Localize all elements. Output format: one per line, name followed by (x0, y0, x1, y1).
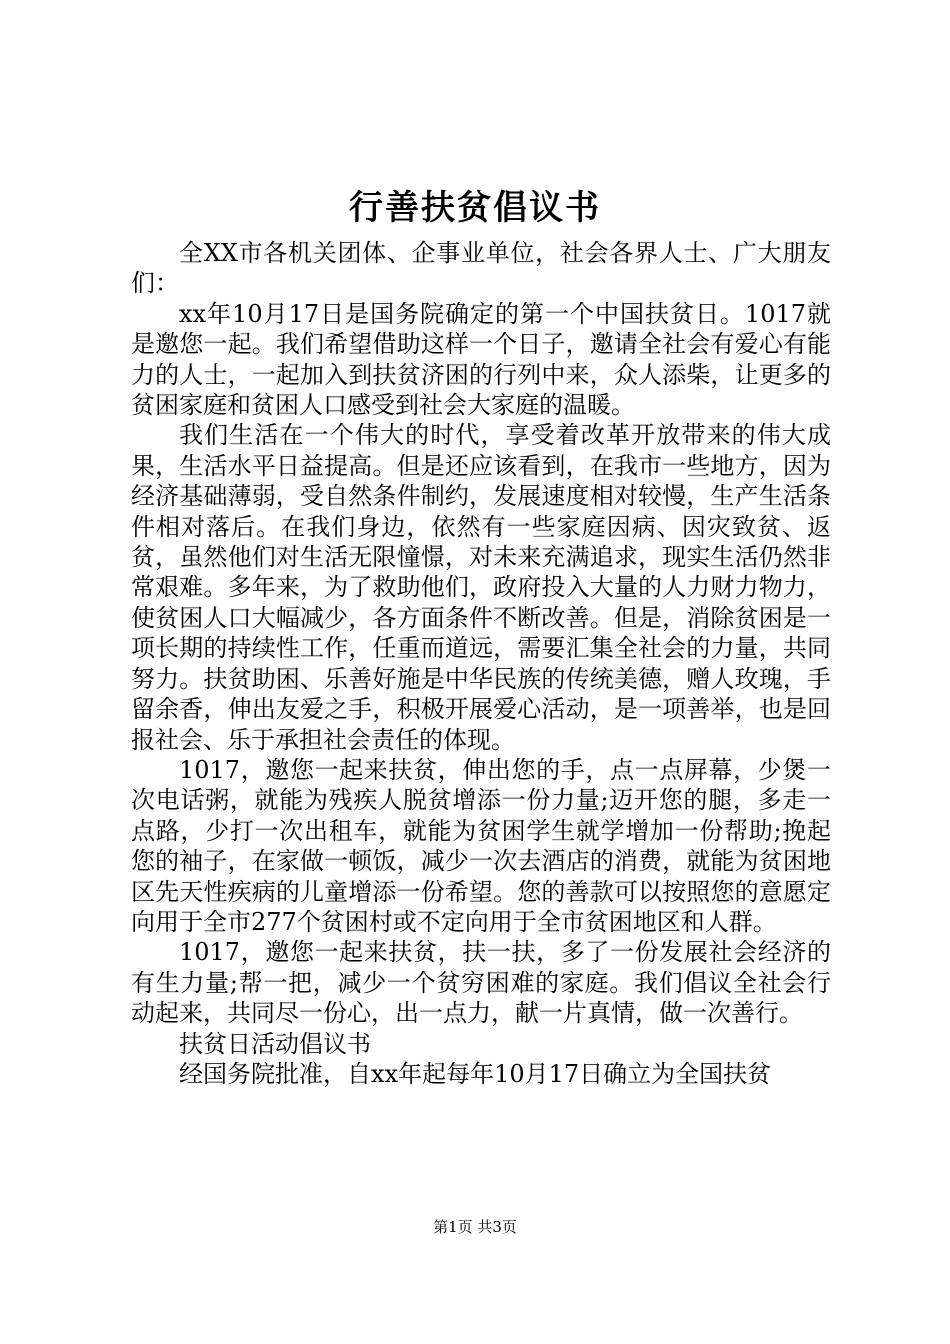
paragraph-5: 经国务院批准，自xx年起每年10月17日确立为全国扶贫 (179, 1059, 772, 1088)
paragraph-4: 1017，邀您一起来扶贫，扶一扶，多了一份发展社会经济的有生力量;帮一把，减少一个贫穷困难的家庭。我们倡议全社会行动起来，共同尽一份心，出一点力，献一片真情，做一次善行。 (131, 938, 831, 1028)
paragraph-3: 1017，邀您一起来扶贫，伸出您的手，点一点屏幕，少煲一次电话粥，就能为残疾人脱贫增添一份力量;迈开您的腿，多走一点路，少打一次出租车，就能为贫困学生就学增加一份帮助;挽起您的袖子，在家做一顿饭，减少一次去酒店的消费，就能为贫困地区先天性疾病的儿童增添一份希望。您的善款可以按照您的意愿定向用于全市277个贫困村或不定向用于全市贫困地区和人群。 (131, 755, 831, 936)
paragraph-salutation: 全XX市各机关团体、企事业单位，社会各界人士、广大朋友们： (131, 239, 831, 298)
section-heading: 扶贫日活动倡议书 (179, 1029, 371, 1058)
paragraph-2: 我们生活在一个伟大的时代，享受着改革开放带来的伟大成果，生活水平日益提高。但是还应该看到，在我市一些地方，因为经济基础薄弱，受自然条件制约，发展速度相对较慢，生产生活条件相对落后。在我们身边，依然有一些家庭因病、因灾致贫、返贫，虽然他们对生活无限憧憬，对未来充满追求，现实生活仍然非常艰难。多年来，为了救助他们，政府投入大量的人力财力物力，使贫困人口大幅减少，各方面条件不断改善。但是，消除贫困是一项长期的持续性工作，任重而道远，需要汇集全社会的力量，共同努力。扶贫助困、乐善好施是中华民族的传统美德，赠人玫瑰，手留余香，伸出友爱之手，积极开展爱心活动，是一项善举，也是回报社会、乐于承担社会责任的体现。 (131, 421, 831, 754)
paragraph-1: xx年10月17日是国务院确定的第一个中国扶贫日。1017就是邀您一起。我们希望借助这样一个日子，邀请全社会有爱心有能力的人士，一起加入到扶贫济困的行列中来，众人添柴，让更多的贫困家庭和贫困人口感受到社会大家庭的温暖。 (131, 299, 831, 420)
page-footer: 第1页 共3页 (433, 1218, 517, 1236)
document-body (131, 238, 831, 1089)
document-title: 行善扶贫倡议书 (349, 188, 601, 228)
